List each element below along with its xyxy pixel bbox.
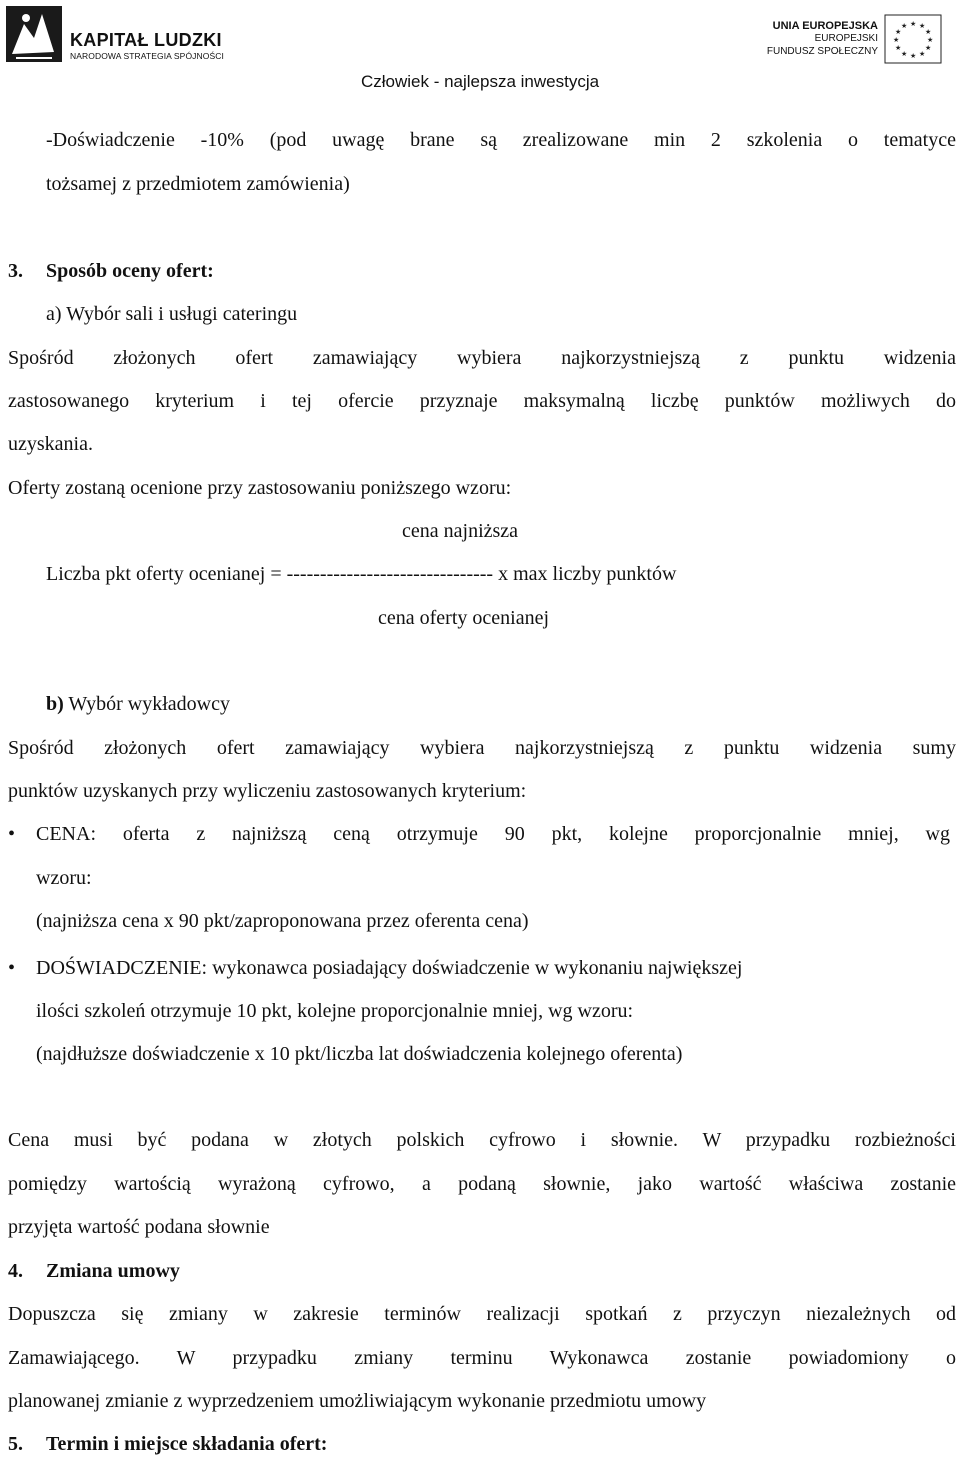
bullet-1-line-3: (najniższa cena x 90 pkt/zaproponowana przez oferenta cena) xyxy=(36,910,529,932)
subsection-b-letter: b) xyxy=(46,693,64,715)
svg-text:★: ★ xyxy=(919,22,926,30)
section4-number: 4. xyxy=(8,1260,23,1282)
bullet-icon: • xyxy=(8,957,16,979)
kapital-ludzki-logo xyxy=(4,4,244,66)
section3-number: 3. xyxy=(8,260,23,282)
svg-text:★: ★ xyxy=(925,44,932,52)
svg-text:★: ★ xyxy=(919,50,926,58)
experience-line-1: -Doświadczenie -10% (pod uwagę brane są zrealizowane min 2 szkolenia o tematyce xyxy=(46,129,956,151)
svg-text:★: ★ xyxy=(901,50,908,58)
svg-text:★: ★ xyxy=(910,20,917,28)
eu-logo-line1: UNIA EUROPEJSKA xyxy=(772,20,878,32)
svg-text:★: ★ xyxy=(927,36,934,44)
section4-line-3: planowanej zmianie z wyprzedzeniem umożliwiającym wykonanie przedmiotu umowy xyxy=(8,1390,707,1412)
price-line-2: pomiędzy wartością wyrażoną cyfrowo, a podaną słownie, jako wartość właściwa zostanie xyxy=(8,1173,956,1195)
eu-logo-line3: FUNDUSZ SPOŁECZNY xyxy=(766,46,878,57)
a-paragraph-line-1: Spośród złożonych ofert zamawiający wybiera najkorzystniejszą z punktu widzenia xyxy=(8,347,956,369)
bullet-1-line-2: wzoru: xyxy=(36,867,92,889)
section4-title: Zmiana umowy xyxy=(46,1260,180,1282)
formula-main: Liczba pkt oferty ocenianej = ------------------------------- x max liczby punktów xyxy=(46,563,677,585)
svg-text:★: ★ xyxy=(925,28,932,36)
svg-text:★: ★ xyxy=(895,44,902,52)
section4-line-2: Zamawiającego. W przypadku zmiany terminu Wykonawca zostanie powiadomiony o xyxy=(8,1347,956,1369)
a-paragraph-line-2: zastosowanego kryterium i tej ofercie przyznaje maksymalną liczbę punktów możliwych do xyxy=(8,390,956,412)
svg-text:★: ★ xyxy=(893,36,900,44)
svg-text:★: ★ xyxy=(910,52,917,60)
experience-line-2: tożsamej z przedmiotem zamówienia) xyxy=(46,173,350,195)
svg-text:★: ★ xyxy=(901,22,908,30)
bullet-2-line-2: ilości szkoleń otrzymuje 10 pkt, kolejne proporcjonalnie mniej, wg wzoru: xyxy=(36,1000,634,1022)
a-paragraph-2: Oferty zostaną ocenione przy zastosowaniu poniższego wzoru: xyxy=(8,477,512,499)
section4-line-1: Dopuszcza się zmiany w zakresie terminów realizacji spotkań z przyczyn niezależnych od xyxy=(8,1303,956,1325)
bullet-1-line-1: CENA: oferta z najniższą ceną otrzymuje 90 pkt, kolejne proporcjonalnie mniej, wg xyxy=(36,823,950,845)
bullet-2-line-3: (najdłuższe doświadczenie x 10 pkt/liczba lat doświadczenia kolejnego oferenta) xyxy=(36,1043,683,1065)
subsection-b-title xyxy=(46,692,230,716)
eu-stars-icon xyxy=(884,14,942,64)
b-paragraph-line-2: punktów uzyskanych przy wyliczeniu zastosowanych kryterium: xyxy=(8,780,527,802)
eu-logo xyxy=(756,8,956,68)
kapital-ludzki-title: KAPITAŁ LUDZKI xyxy=(70,30,222,50)
a-paragraph-line-3: uzyskania. xyxy=(8,433,93,455)
section5-number: 5. xyxy=(8,1433,23,1455)
eu-logo-line2: EUROPEJSKI xyxy=(814,33,878,44)
section5-title: Termin i miejsce składania ofert: xyxy=(46,1433,328,1455)
svg-text:★: ★ xyxy=(895,28,902,36)
price-line-1: Cena musi być podana w złotych polskich cyfrowo i słownie. W przypadku rozbieżności xyxy=(8,1129,956,1151)
price-line-3: przyjęta wartość podana słownie xyxy=(8,1216,270,1238)
bullet-icon: • xyxy=(8,823,16,845)
subsection-b-text: Wybór wykładowcy xyxy=(63,693,230,715)
subsection-a-title: a) Wybór sali i usługi cateringu xyxy=(46,303,298,325)
header-motto: Człowiek - najlepsza inwestycja xyxy=(360,72,600,91)
formula-denominator: cena oferty ocenianej xyxy=(378,607,550,629)
b-paragraph-line-1: Spośród złożonych ofert zamawiający wybiera najkorzystniejszą z punktu widzenia sumy xyxy=(8,737,956,759)
kapital-ludzki-emblem-icon xyxy=(4,4,64,66)
section3-title: Sposób oceny ofert: xyxy=(46,260,214,282)
kapital-ludzki-subtitle: NARODOWA STRATEGIA SPÓJNOŚCI xyxy=(70,51,224,61)
bullet-2-line-1: DOŚWIADCZENIE: wykonawca posiadający doświadczenie w wykonaniu największej xyxy=(36,957,743,979)
formula-numerator: cena najniższa xyxy=(402,520,519,542)
